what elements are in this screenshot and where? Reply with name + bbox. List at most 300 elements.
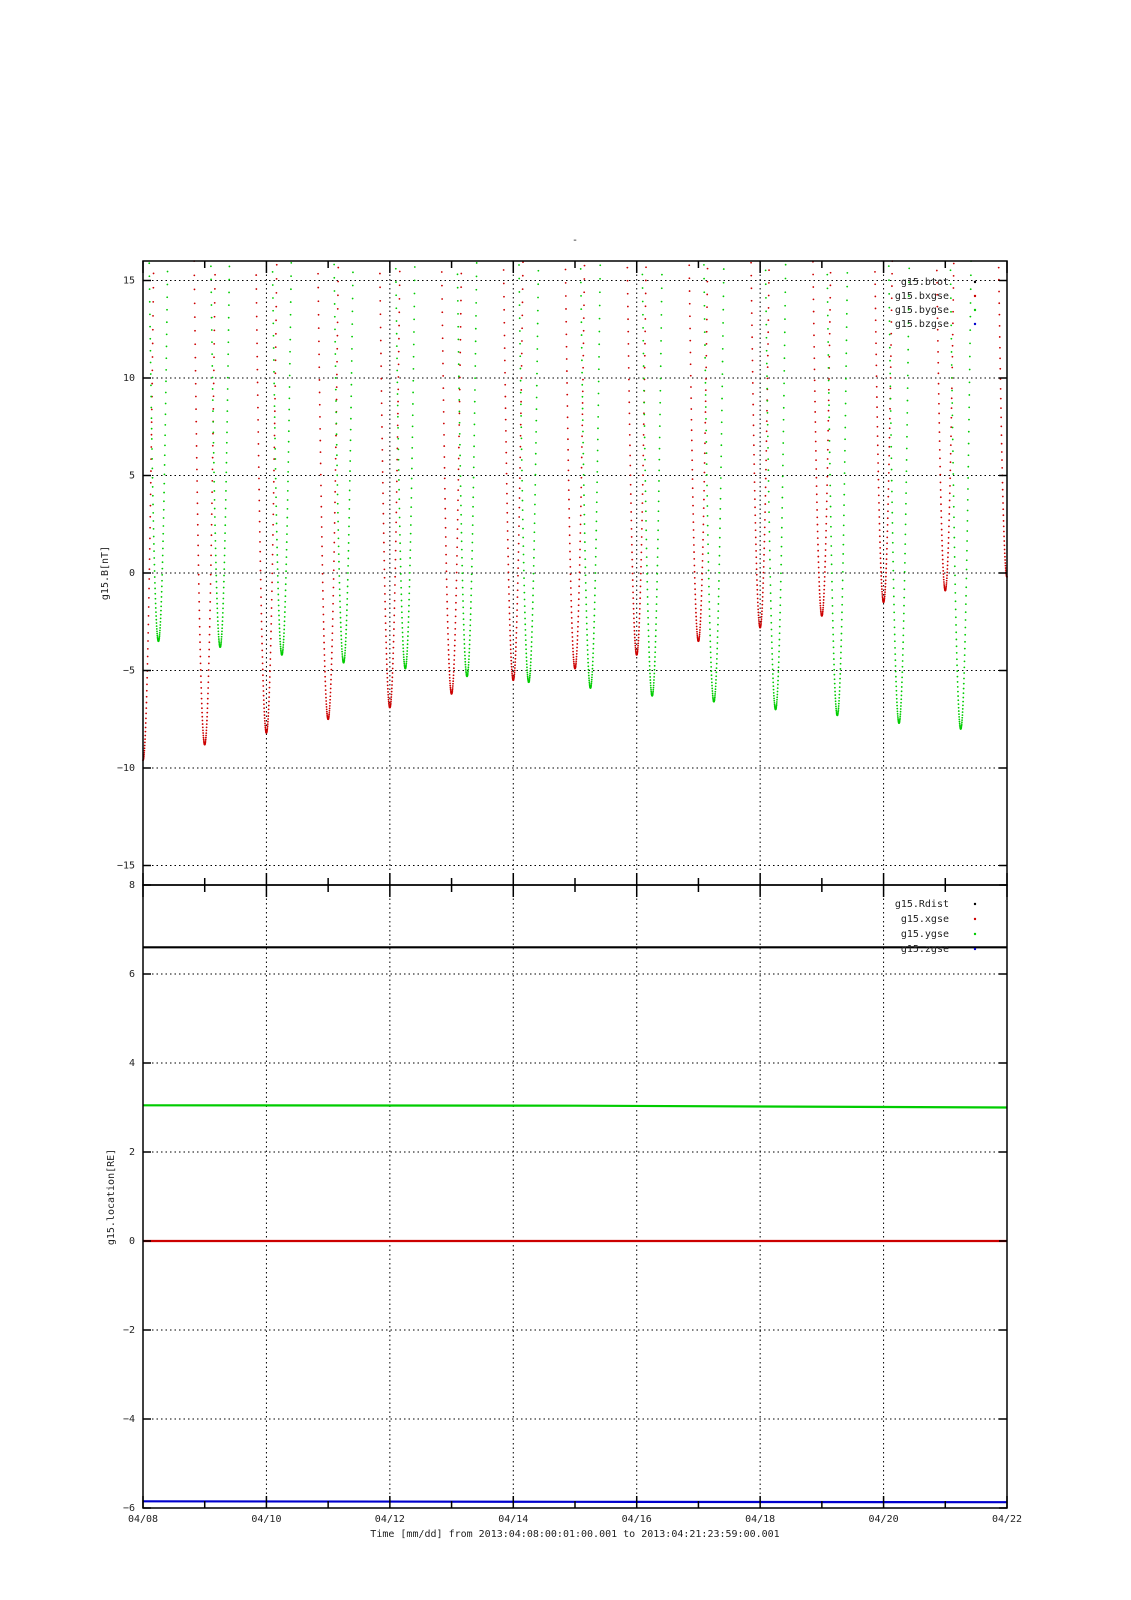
data-point (813, 346, 815, 348)
data-point (655, 623, 657, 625)
data-point (214, 288, 216, 290)
data-point (950, 435, 952, 437)
data-point (446, 594, 448, 596)
data-point (387, 681, 389, 683)
data-point (166, 296, 168, 298)
data-point (471, 581, 473, 583)
data-point (634, 645, 636, 647)
data-point (402, 640, 404, 642)
data-point (593, 632, 595, 634)
data-point (757, 608, 759, 610)
data-point (289, 339, 291, 341)
data-point (213, 329, 215, 331)
data-point (770, 592, 772, 594)
data-point (475, 340, 477, 342)
data-point (283, 625, 285, 627)
data-point (338, 575, 340, 577)
data-point (323, 642, 325, 644)
data-point (272, 563, 274, 565)
data-point (580, 321, 582, 323)
data-point (385, 622, 387, 624)
data-point (702, 553, 704, 555)
data-point (255, 288, 257, 290)
data-point (339, 606, 341, 608)
data-point (764, 519, 766, 521)
data-point (259, 521, 261, 523)
data-point (255, 274, 257, 276)
data-point (214, 524, 216, 526)
data-point (288, 398, 290, 400)
data-point (411, 457, 413, 459)
data-point (903, 597, 905, 599)
data-point (626, 267, 628, 269)
data-point (693, 537, 695, 539)
data-point (718, 572, 720, 574)
data-point (702, 531, 704, 533)
data-point (891, 285, 893, 287)
data-point (954, 546, 956, 548)
data-point (395, 281, 397, 283)
data-point (398, 498, 400, 500)
data-point (830, 506, 832, 508)
data-point (412, 392, 414, 394)
data-point (144, 747, 146, 749)
data-point (212, 421, 214, 423)
data-point (572, 647, 574, 649)
data-point (585, 574, 587, 576)
data-point (719, 508, 721, 510)
data-point (447, 614, 449, 616)
data-point (536, 373, 538, 375)
data-point (632, 585, 634, 587)
data-point (407, 643, 409, 645)
data-point (454, 645, 456, 647)
data-point (534, 484, 536, 486)
data-point (257, 382, 259, 384)
data-point (838, 697, 840, 699)
data-point (326, 713, 328, 715)
data-point (274, 410, 276, 412)
data-point (459, 401, 461, 403)
x-tick-label: 04/14 (498, 1514, 529, 1525)
data-point (271, 599, 273, 601)
data-point (688, 277, 690, 279)
data-point (198, 592, 200, 594)
data-point (649, 665, 651, 667)
data-point (900, 698, 902, 700)
data-point (334, 290, 336, 292)
data-point (464, 661, 466, 663)
data-point (827, 420, 829, 422)
data-point (641, 528, 643, 530)
data-point (153, 550, 155, 552)
data-point (762, 596, 764, 598)
data-point (969, 369, 971, 371)
data-point (584, 550, 586, 552)
data-point (710, 652, 712, 654)
data-point (288, 420, 290, 422)
data-point (263, 695, 265, 697)
data-point (760, 622, 762, 624)
data-point (201, 703, 203, 705)
data-point (815, 468, 817, 470)
data-point (334, 341, 336, 343)
data-point (844, 461, 846, 463)
data-point (392, 652, 394, 654)
data-point (318, 354, 320, 356)
data-point (879, 535, 881, 537)
data-point (337, 503, 339, 505)
data-point (391, 680, 393, 682)
data-point (764, 534, 766, 536)
data-point (536, 408, 538, 410)
data-point (658, 470, 660, 472)
data-point (447, 644, 449, 646)
data-point (948, 513, 950, 515)
data-point (568, 489, 570, 491)
data-point (895, 671, 897, 673)
data-point (766, 350, 768, 352)
data-point (522, 528, 524, 530)
data-point (264, 722, 266, 724)
data-point (565, 295, 567, 297)
data-point (532, 580, 534, 582)
data-point (386, 677, 388, 679)
data-point (763, 554, 765, 556)
data-point (155, 603, 157, 605)
data-point (452, 685, 454, 687)
data-point (633, 608, 635, 610)
y-tick-label: −10 (116, 763, 135, 774)
data-point (473, 435, 475, 437)
data-point (152, 486, 154, 488)
data-point (573, 656, 575, 658)
data-point (839, 682, 841, 684)
data-point (508, 593, 510, 595)
data-point (534, 513, 536, 515)
data-point (146, 684, 148, 686)
data-point (707, 268, 709, 270)
data-point (350, 395, 352, 397)
data-point (509, 635, 511, 637)
data-point (510, 644, 512, 646)
data-point (224, 540, 226, 542)
data-point (907, 349, 909, 351)
data-point (282, 648, 284, 650)
data-point (340, 635, 342, 637)
data-point (215, 540, 217, 542)
data-point (199, 649, 201, 651)
data-point (403, 656, 405, 658)
data-point (223, 575, 225, 577)
data-point (276, 554, 278, 556)
data-point (844, 450, 846, 452)
data-point (150, 493, 152, 495)
data-point (505, 441, 507, 443)
data-point (339, 588, 341, 590)
data-point (653, 676, 655, 678)
data-point (582, 413, 584, 415)
data-point (875, 319, 877, 321)
data-point (413, 318, 415, 320)
data-point (518, 507, 520, 509)
data-point (595, 564, 597, 566)
data-point (259, 541, 261, 543)
data-point (518, 291, 520, 293)
data-point (152, 343, 154, 345)
data-point (841, 619, 843, 621)
data-point (401, 606, 403, 608)
data-point (216, 581, 218, 583)
data-point (885, 572, 887, 574)
data-point (152, 495, 154, 497)
data-point (447, 639, 449, 641)
data-point (399, 271, 401, 273)
data-point (891, 457, 893, 459)
data-point (469, 635, 471, 637)
data-point (880, 579, 882, 581)
data-point (565, 308, 567, 310)
data-point (352, 311, 354, 313)
data-point (475, 315, 477, 317)
data-point (569, 551, 571, 553)
data-point (781, 507, 783, 509)
data-point (754, 514, 756, 516)
data-point (901, 681, 903, 683)
data-point (761, 604, 763, 606)
data-point (710, 646, 712, 648)
data-point (325, 697, 327, 699)
data-point (213, 395, 215, 397)
data-point (961, 721, 963, 723)
data-point (833, 664, 835, 666)
data-point (709, 635, 711, 637)
data-point (962, 701, 964, 703)
data-point (532, 608, 534, 610)
data-point (519, 497, 521, 499)
data-point (942, 563, 944, 565)
data-point (216, 587, 218, 589)
data-point (965, 619, 967, 621)
data-point (648, 646, 650, 648)
data-point (507, 564, 509, 566)
data-point (877, 462, 879, 464)
data-point (718, 596, 720, 598)
data-point (828, 399, 830, 401)
data-point (705, 355, 707, 357)
data-point (714, 691, 716, 693)
data-point (392, 663, 394, 665)
data-point (773, 700, 775, 702)
data-point (337, 521, 339, 523)
data-point (888, 472, 890, 474)
data-point (703, 507, 705, 509)
data-point (692, 513, 694, 515)
data-point (769, 540, 771, 542)
data-point (1000, 407, 1002, 409)
data-point (819, 593, 821, 595)
data-point (455, 622, 457, 624)
data-point (707, 534, 709, 536)
data-point (585, 603, 587, 605)
data-point (161, 586, 163, 588)
data-point (443, 434, 445, 436)
data-point (721, 386, 723, 388)
data-point (879, 529, 881, 531)
data-point (409, 579, 411, 581)
data-point (264, 714, 266, 716)
data-point (284, 616, 286, 618)
data-point (640, 551, 642, 553)
legend-marker (974, 281, 976, 283)
data-point (517, 559, 519, 561)
data-point (568, 479, 570, 481)
data-point (149, 313, 151, 315)
data-point (284, 601, 286, 603)
data-point (948, 531, 950, 533)
data-point (722, 322, 724, 324)
data-point (384, 593, 386, 595)
data-point (288, 451, 290, 453)
data-point (692, 505, 694, 507)
data-point (894, 634, 896, 636)
data-point (941, 529, 943, 531)
data-point (579, 571, 581, 573)
data-point (696, 633, 698, 635)
data-point (758, 619, 760, 621)
data-point (320, 474, 322, 476)
data-point (643, 444, 645, 446)
data-point (784, 357, 786, 359)
data-point (520, 426, 522, 428)
data-point (965, 611, 967, 613)
data-point (888, 279, 890, 281)
data-point (195, 408, 197, 410)
data-point (391, 684, 393, 686)
data-point (513, 675, 515, 677)
data-point (579, 532, 581, 534)
data-point (520, 415, 522, 417)
data-point (211, 524, 213, 526)
data-point (523, 562, 525, 564)
data-point (146, 690, 148, 692)
data-point (720, 455, 722, 457)
data-point (653, 682, 655, 684)
data-point (393, 641, 395, 643)
data-point (382, 492, 384, 494)
data-point (1003, 531, 1005, 533)
data-point (526, 656, 528, 658)
data-point (841, 626, 843, 628)
data-point (880, 562, 882, 564)
data-point (458, 375, 460, 377)
data-point (771, 653, 773, 655)
data-point (202, 735, 204, 737)
y-axis-label: g15.location[RE] (106, 1148, 117, 1246)
data-point (813, 357, 815, 359)
data-point (392, 672, 394, 674)
data-point (518, 516, 520, 518)
data-point (386, 673, 388, 675)
data-point (464, 647, 466, 649)
data-point (580, 506, 582, 508)
data-point (504, 372, 506, 374)
data-point (459, 433, 461, 435)
data-point (755, 550, 757, 552)
y-tick-label: −4 (122, 1414, 135, 1425)
data-point (767, 355, 769, 357)
data-point (215, 562, 217, 564)
data-point (269, 658, 271, 660)
data-point (891, 480, 893, 482)
data-point (465, 666, 467, 668)
data-point (331, 658, 333, 660)
data-point (457, 519, 459, 521)
data-point (630, 493, 632, 495)
data-point (410, 515, 412, 517)
data-point (206, 729, 208, 731)
data-point (566, 382, 568, 384)
data-point (950, 311, 952, 313)
data-point (964, 654, 966, 656)
data-point (830, 526, 832, 528)
data-point (959, 723, 961, 725)
data-point (656, 581, 658, 583)
data-point (963, 688, 965, 690)
data-point (842, 571, 844, 573)
data-point (654, 651, 656, 653)
data-point (710, 657, 712, 659)
data-point (207, 693, 209, 695)
data-point (634, 637, 636, 639)
data-point (208, 649, 210, 651)
data-point (341, 645, 343, 647)
data-point (151, 448, 153, 450)
data-point (387, 688, 389, 690)
data-point (523, 554, 525, 556)
data-point (768, 511, 770, 513)
data-point (585, 589, 587, 591)
data-point (644, 425, 646, 427)
data-point (200, 687, 202, 689)
data-point (403, 661, 405, 663)
data-point (828, 380, 830, 382)
data-point (764, 503, 766, 505)
data-point (398, 489, 400, 491)
data-point (770, 608, 772, 610)
data-point (599, 318, 601, 320)
data-point (598, 368, 600, 370)
data-point (402, 632, 404, 634)
data-point (703, 278, 705, 280)
data-point (770, 600, 772, 602)
series-g15-bxgse (142, 260, 1008, 761)
data-point (642, 301, 644, 303)
data-point (710, 666, 712, 668)
data-point (398, 479, 400, 481)
data-point (594, 580, 596, 582)
data-point (268, 696, 270, 698)
data-point (711, 688, 713, 690)
data-point (832, 605, 834, 607)
data-point (880, 575, 882, 577)
data-point (716, 663, 718, 665)
data-point (319, 440, 321, 442)
data-point (457, 313, 459, 315)
data-point (409, 549, 411, 551)
data-point (583, 463, 585, 465)
data-point (508, 586, 510, 588)
